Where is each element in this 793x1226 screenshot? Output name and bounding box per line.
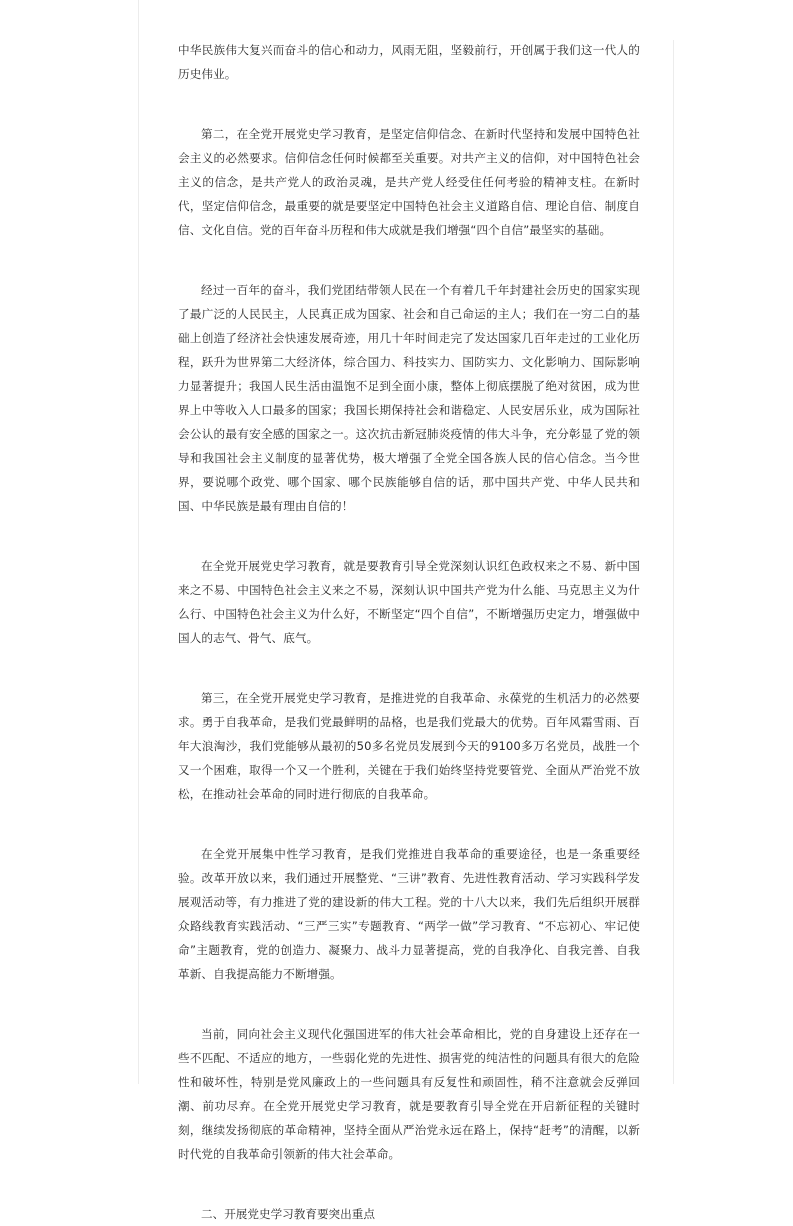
page-border-right [673, 40, 674, 1084]
paragraph-current-situation: 当前，同向社会主义现代化强国进军的伟大社会革命相比，党的自身建设上还存在一些不匹配、不适应的地方，一些弱化党的先进性、损害党的纯洁性的问题具有很大的危险性和破坏性，特别是党风廉政上的一些问题具有反复性和顽固性，稍不注意就会反弹回潮、前功尽弃。在全党开展党史学习教育，就是要教育引导全党在开启新征程的关键时刻，继续发扬彻底的革命精神，坚持全面从严治党永远在路上，保持“赶考”的清醒，以新时代党的自我革命引领新的伟大社会革命。 [178, 1027, 640, 1161]
paragraph-concentrated-education: 在全党开展集中性学习教育，是我们党推进自我革命的重要途径，也是一条重要经验。改革开放以来，我们通过开展整党、“三讲”教育、先进性教育活动、学习实践科学发展观活动等，有力推进了党的建设新的伟大工程。党的十八大以来，我们先后组织开展群众路线教育实践活动、“三严三实”专题教育、“两学一做”学习教育、“不忘初心、牢记使命”主题教育，党的创造力、凝聚力、战斗力显著提高，党的自我净化、自我完善、自我革新、自我提高能力不断增强。 [178, 847, 640, 981]
page-border-left [138, 0, 139, 1084]
section-heading: 二、开展党史学习教育要突出重点 [201, 1207, 375, 1221]
paragraph-second-point: 第二，在全党开展党史学习教育，是坚定信仰信念、在新时代坚持和发展中国特色社会主义的必然要求。信仰信念任何时候都至关重要。对共产主义的信仰，对中国特色社会主义的信念，是共产党人的政治灵魂，是共产党人经受住任何考验的精神支柱。在新时代，坚定信仰信念，最重要的就是要坚定中国特色社会主义道路自信、理论自信、制度自信、文化自信。党的百年奋斗历程和伟大成就是我们增强“四个自信”最坚实的基础。 [178, 127, 640, 237]
document-body [178, 38, 640, 1226]
paragraph-continuation: 中华民族伟大复兴而奋斗的信心和动力，风雨无阻，坚毅前行，开创属于我们这一代人的历史伟业。 [178, 43, 640, 81]
paragraph-third-point: 第三，在全党开展党史学习教育，是推进党的自我革命、永葆党的生机活力的必然要求。勇于自我革命，是我们党最鲜明的品格，也是我们党最大的优势。百年风霜雪雨、百年大浪淘沙，我们党能够从最初的50多名党员发展到今天的9100多万名党员，战胜一个又一个困难，取得一个又一个胜利，关键在于我们始终坚持党要管党、全面从严治党不放松，在推动社会革命的同时进行彻底的自我革命。 [178, 691, 640, 801]
paragraph-four-confidences: 在全党开展党史学习教育，就是要教育引导全党深刻认识红色政权来之不易、新中国来之不易、中国特色社会主义来之不易，深刻认识中国共产党为什么能、马克思主义为什么行、中国特色社会主义为什么好，不断坚定“四个自信”，不断增强历史定力，增强做中国人的志气、骨气、底气。 [178, 559, 640, 645]
paragraph-century-struggle: 经过一百年的奋斗，我们党团结带领人民在一个有着几千年封建社会历史的国家实现了最广泛的人民民主，人民真正成为国家、社会和自己命运的主人；我们在一穷二白的基础上创造了经济社会快速发展奇迹，用几十年时间走完了发达国家几百年走过的工业化历程，跃升为世界第二大经济体，综合国力、科技实力、国防实力、文化影响力、国际影响力显著提升；我国人民生活由温饱不足到全面小康，整体上彻底摆脱了绝对贫困，成为世界上中等收入人口最多的国家；我国长期保持社会和谐稳定、人民安居乐业，成为国际社会公认的最有安全感的国家之一。这次抗击新冠肺炎疫情的伟大斗争，充分彰显了党的领导和我国社会主义制度的显著优势，极大增强了全党全国各族人民的信心信念。当今世界，要说哪个政党、哪个国家、哪个民族能够自信的话，那中国共产党、中华人民共和国、中华民族是最有理由自信的！ [178, 283, 640, 513]
